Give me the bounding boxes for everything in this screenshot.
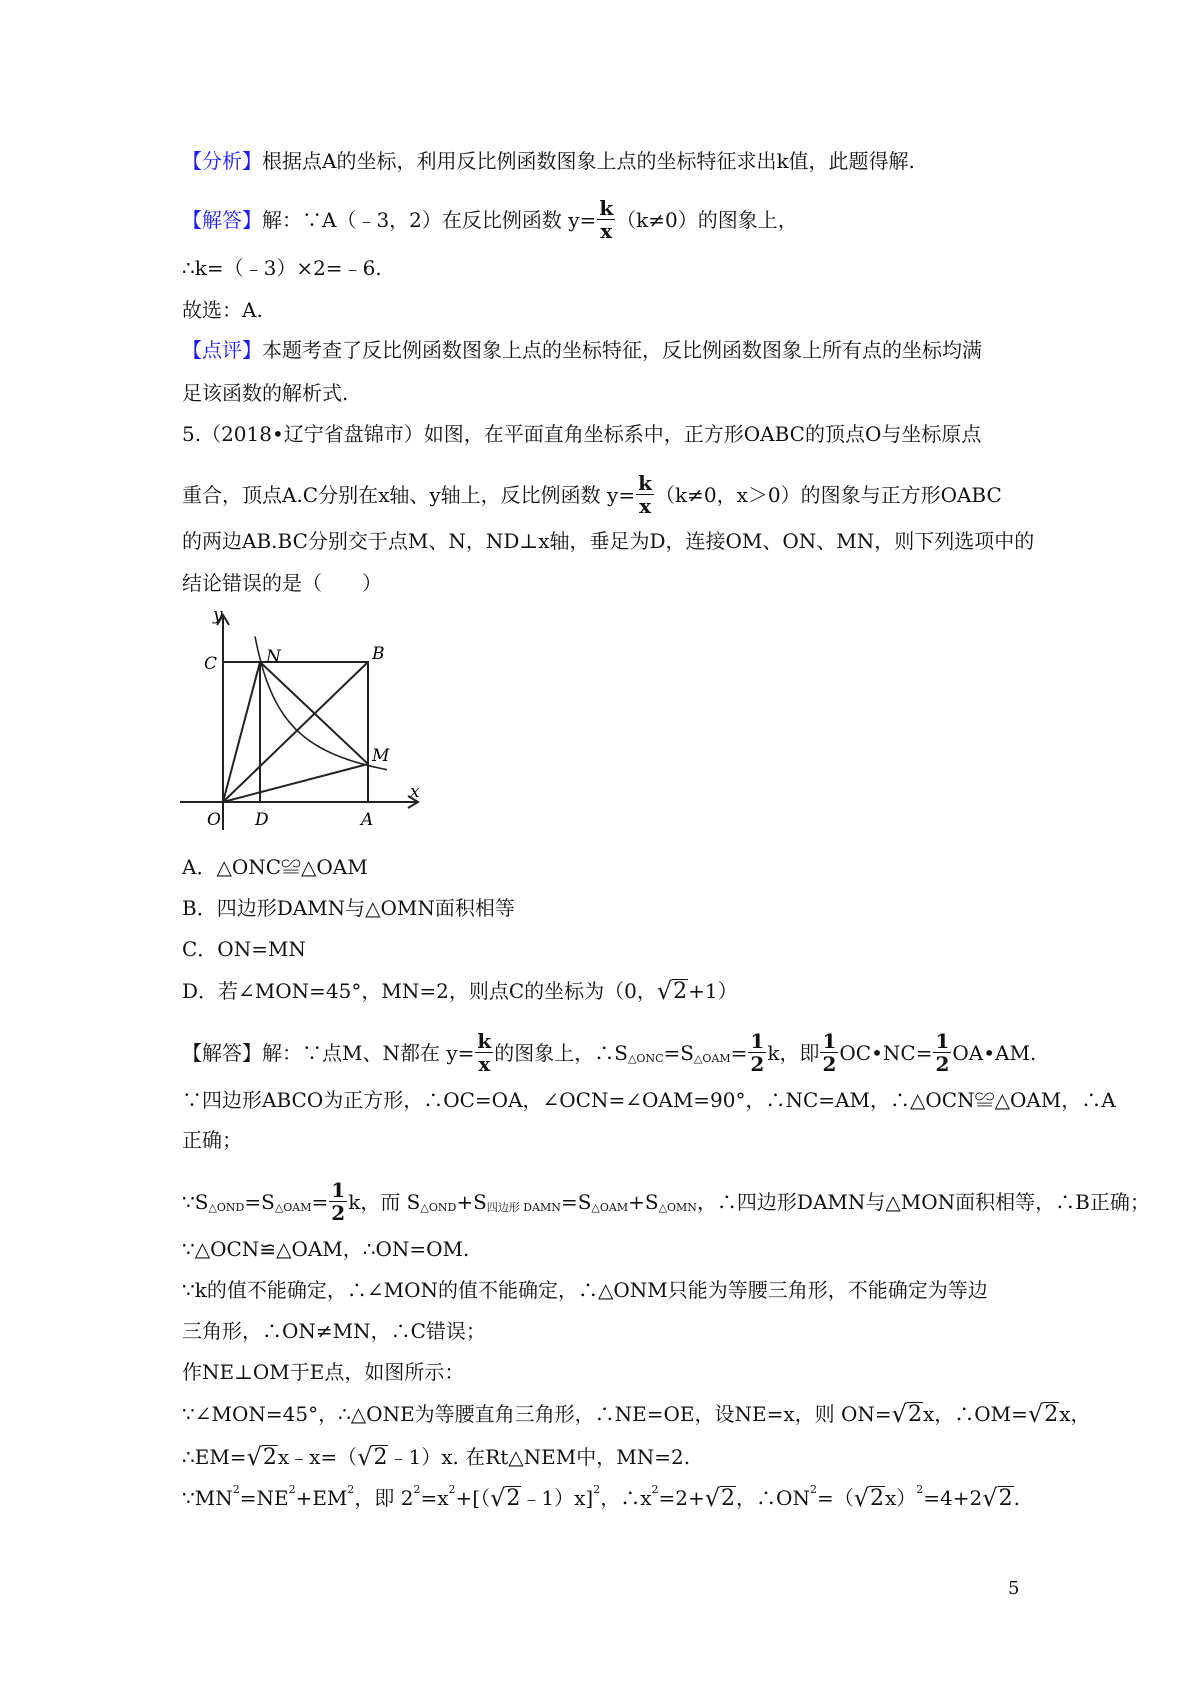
superscript: 2	[593, 1483, 601, 1496]
superscript: 2	[347, 1483, 355, 1496]
text-run: ∵四边形ABCO为正方形，∴OC=OA，∠OCN=∠OAM=90°，∴NC=AM，∴△OCN≌△OAM，∴A	[182, 1088, 1116, 1112]
radicand: 2	[506, 1486, 521, 1511]
segment-on	[223, 662, 260, 802]
subscript: △ONC	[627, 1051, 664, 1065]
radical-sign-icon: √	[490, 1484, 506, 1512]
radical-sign-icon: √	[704, 1484, 721, 1512]
radicand: 2	[907, 1402, 922, 1427]
text-run: k，即	[767, 1040, 820, 1065]
text-run: =S	[560, 1189, 592, 1214]
numerator: 1	[750, 1029, 765, 1053]
radicand: 2	[673, 979, 688, 1004]
text-run: D．若∠MON=45°，MN=2，则点C的坐标为（0，	[182, 979, 657, 1003]
text-run: 结论错误的是（ ）	[182, 571, 382, 595]
text-run: =	[730, 1040, 748, 1065]
text-run: x）	[885, 1486, 917, 1510]
text-run: 5.（2018•辽宁省盘锦市）如图，在平面直角坐标系中，正方形OABC的顶点O与坐标原点	[182, 422, 982, 446]
radical-sign-icon: √	[982, 1484, 998, 1512]
text-run: OC•NC=	[839, 1040, 933, 1065]
text-run: +S	[628, 1189, 659, 1214]
denominator: x	[600, 219, 613, 243]
denominator: 2	[331, 1201, 346, 1225]
text-run: +1）	[688, 979, 738, 1003]
text-run: ﹣1）x. 在Rt△NEM中，MN=2.	[388, 1445, 691, 1469]
page-number: 5	[1008, 1578, 1020, 1599]
section-label: 【解答】	[182, 207, 262, 232]
radical-sign-icon: √	[853, 1484, 870, 1512]
text-run: ∴k=（﹣3）×2=﹣6.	[182, 256, 382, 280]
segment-om	[223, 764, 368, 802]
superscript: 2	[448, 1483, 456, 1496]
superscript: 2	[288, 1483, 296, 1496]
superscript: 2	[651, 1483, 659, 1496]
text-run: 足该函数的解析式.	[182, 381, 349, 405]
text-run: x，∴OM=	[922, 1402, 1028, 1426]
text-run: 【解答】解：∵点M、N都在 y=	[182, 1040, 475, 1065]
subscript: △OAM	[274, 1200, 312, 1214]
denominator: 2	[822, 1052, 837, 1076]
numerator: 1	[822, 1029, 837, 1053]
text-run: OA•AM.	[952, 1040, 1037, 1065]
label-c: C	[204, 654, 218, 674]
text-run: ∵MN	[182, 1486, 233, 1510]
text-run: （k≠0，x＞0）的图象与正方形OABC	[654, 482, 1002, 507]
text-run: =S	[244, 1189, 275, 1214]
radical-sign-icon: √	[891, 1400, 907, 1428]
text-run: ，∴四边形DAMN与△MON面积相等，∴B正确；	[696, 1189, 1150, 1214]
subscript: △OMN	[658, 1200, 697, 1214]
label-x: x	[410, 782, 420, 802]
text-run: 解：∵A（﹣3，2）在反比例函数 y=	[262, 207, 597, 232]
text-run: +S	[456, 1189, 487, 1214]
superscript: 2	[413, 1483, 421, 1496]
text-run: .	[1013, 1486, 1020, 1510]
text-run: A．△ONC≌△OAM	[182, 855, 368, 879]
radicand: 2	[1044, 1402, 1059, 1427]
subscript: △OAM	[591, 1200, 629, 1214]
text-run: =2+	[658, 1486, 705, 1510]
text-run: B．四边形DAMN与△OMN面积相等	[182, 896, 515, 920]
denominator: 2	[935, 1052, 950, 1076]
text-run: ∵△OCN≌△OAM，∴ON=OM.	[182, 1237, 470, 1261]
label-m: M	[372, 746, 390, 766]
denominator: x	[478, 1052, 491, 1076]
segment-ob	[223, 662, 368, 802]
numerator: k	[477, 1029, 492, 1053]
label-a: A	[361, 810, 374, 830]
text-run: （k≠0）的图象上，	[616, 207, 798, 232]
radicand: 2	[721, 1486, 736, 1511]
numerator: k	[638, 471, 652, 495]
subscript: △OND	[420, 1200, 457, 1214]
text-run: 故选：A.	[182, 298, 263, 322]
superscript: 2	[809, 1483, 817, 1496]
radicand: 2	[373, 1445, 388, 1470]
text-run: x﹣x=（	[277, 1445, 358, 1469]
text-run: =（	[816, 1486, 854, 1510]
subscript: 四边形 DAMN	[486, 1200, 561, 1214]
label-o: O	[207, 810, 221, 830]
text-run: +EM	[295, 1486, 348, 1510]
text-run: ∵S	[182, 1189, 209, 1214]
superscript: 2	[232, 1483, 240, 1496]
numerator: 1	[935, 1029, 950, 1053]
radical-sign-icon: √	[357, 1443, 373, 1471]
text-run: 根据点A的坐标，利用反比例函数图象上点的坐标特征求出k值，此题得解.	[262, 149, 915, 173]
text-run: x，	[1059, 1402, 1091, 1426]
radical-sign-icon: √	[1027, 1400, 1044, 1428]
text-run: 本题考查了反比例函数图象上点的坐标特征，反比例函数图象上所有点的坐标均满	[262, 338, 982, 362]
section-label: 【分析】	[182, 149, 262, 173]
superscript: 2	[916, 1483, 924, 1496]
denominator: x	[639, 494, 651, 518]
radicand: 2	[262, 1445, 277, 1470]
text-run: ，∴x	[600, 1486, 652, 1510]
text-run: ，∴ON	[736, 1486, 810, 1510]
text-run: k，而 S	[348, 1189, 421, 1214]
label-d: D	[255, 810, 269, 830]
numerator: 1	[331, 1178, 346, 1202]
label-b: B	[372, 644, 385, 664]
text-run: =NE	[239, 1486, 289, 1510]
text-run: ∵k的值不能确定，∴∠MON的值不能确定，∴△ONM只能为等腰三角形，不能确定为等边	[182, 1278, 988, 1302]
radicand: 2	[870, 1486, 885, 1511]
radical-sign-icon: √	[656, 977, 673, 1005]
text-run: +[（	[455, 1486, 491, 1510]
text-run: =x	[420, 1486, 449, 1510]
text-run: ，即 2	[354, 1486, 414, 1510]
text-run: =4+2	[923, 1486, 983, 1510]
section-label: 【点评】	[182, 338, 262, 362]
text-run: ∴EM=	[182, 1445, 247, 1469]
text-run: 的两边AB.BC分别交于点M、N，ND⊥x轴，垂足为D，连接OM、ON、MN，则下列选项中的	[182, 529, 1035, 553]
numerator: k	[599, 196, 614, 220]
label-n: N	[266, 647, 281, 667]
text-run: ∵∠MON=45°，∴△ONE为等腰直角三角形，∴NE=OE，设NE=x，则 ON=	[182, 1402, 892, 1426]
text-run: 作NE⊥OM于E点，如图所示：	[182, 1360, 465, 1384]
text-run: C．ON=MN	[182, 937, 306, 961]
text-run: 的图象上，∴S	[494, 1040, 628, 1065]
subscript: △OAM	[693, 1051, 731, 1065]
text-run: 三角形，∴ON≠MN，∴C错误；	[182, 1319, 486, 1343]
text-run: 正确；	[182, 1128, 242, 1152]
radical-sign-icon: √	[246, 1443, 262, 1471]
radicand: 2	[998, 1486, 1013, 1511]
denominator: 2	[750, 1052, 765, 1076]
text-run: =S	[663, 1040, 694, 1065]
text-run: =	[311, 1189, 329, 1214]
label-y: y	[213, 605, 223, 625]
text-run: ﹣1）x]	[521, 1486, 594, 1510]
text-run: 重合，顶点A.C分别在x轴、y轴上，反比例函数 y=	[182, 482, 636, 507]
subscript: △OND	[208, 1200, 245, 1214]
